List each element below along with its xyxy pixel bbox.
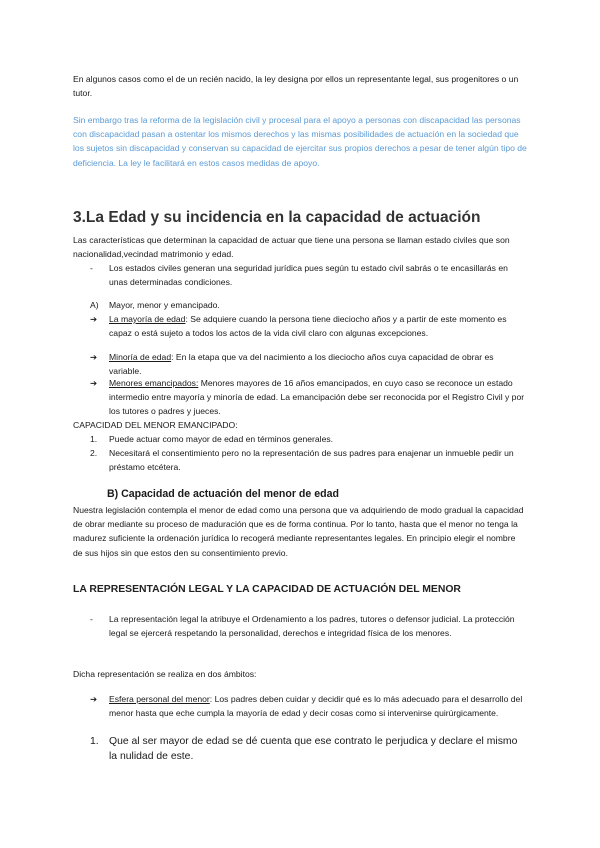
- text-minoria: : En la etapa que va del nacimiento a los dieciocho años cuya capacidad de obrar es variable.: [109, 352, 494, 377]
- numbered-item-contrato: [90, 734, 528, 764]
- list-marker: A): [90, 300, 99, 310]
- arrow-item-emancipados: [90, 376, 528, 419]
- arrow-item-mayoria: [90, 312, 528, 340]
- dash-item-representacion: [90, 612, 528, 640]
- arrow-icon: ➔: [90, 694, 98, 704]
- text-emancipados: Menores mayores de 16 años emancipados, en cuyo caso se reconoce un estado intermedio entre mayoría y minoría de edad. La emancipación debe ser reconocida por el Registro Civil y por los tutores o padres y jueces.: [109, 378, 525, 417]
- arrow-icon: ➔: [90, 378, 98, 388]
- numbered-item-text: Necesitará el consentimiento pero no la representación de sus padres para enajenar un inmueble pedir un préstamo etcétera.: [109, 448, 514, 473]
- dash-marker: -: [90, 263, 93, 273]
- dash-marker: -: [90, 614, 93, 624]
- arrow-icon: ➔: [90, 352, 98, 362]
- dash-item-text: La representación legal la atribuye el Ordenamiento a los padres, tutores o defensor judicial. La protección legal se ejercerá respetando la personalidad, derechos e integridad física de los menores.: [109, 614, 515, 639]
- heading-capacidad-menor: B) Capacidad de actuación del menor de edad: [107, 488, 339, 500]
- paragraph-reforma: Sin embargo tras la reforma de la legislación civil y procesal para el apoyo a personas con discapacidad las personas con discapacidad pasan a ostentar los mismos derechos y las mismas posibilidades de actuación en la sociedad que los sujetos sin discapacidad y conservan su capacidad de ejercitar sus propios derechos a pesar de tener algún tipo de deficiencia. La ley le facilitará en estos casos medidas de apoyo.: [73, 115, 527, 168]
- numbered-item-text: Que al ser mayor de edad se dé cuenta que ese contrato le perjudica y declare el mismo la nulidad de este.: [109, 736, 518, 762]
- term-esfera: Esfera personal del menor: [109, 694, 210, 704]
- dash-item-seguridad: [90, 261, 528, 289]
- list-item-a: [90, 298, 528, 312]
- list-item-text: Mayor, menor y emancipado.: [109, 300, 220, 310]
- arrow-icon: ➔: [90, 314, 98, 324]
- term-mayoria: La mayoría de edad: [109, 314, 186, 324]
- caps-heading-emancipado: CAPACIDAD DEL MENOR EMANCIPADO:: [73, 420, 238, 430]
- paragraph-ambitos: Dicha representación se realiza en dos ámbitos:: [73, 669, 257, 679]
- text-mayoria: : Se adquiere cuando la persona tiene dieciocho años y a partir de este momento es capaz o está sujeto a todos los actos de la vida civil claro con algunas excepciones.: [109, 314, 507, 339]
- paragraph-legislacion: Nuestra legislación contempla el menor de edad como una persona que va adquiriendo de modo gradual la capacidad de obrar mediante su proceso de maduración que es de forma continua. Por lo tanto, hasta que el menor no tenga la madurez suficiente la ordenación jurídica lo recogerá mediante representantes legales. En principio elegir el nombre de sus hijos sin que estos den su consentimiento previo.: [73, 505, 524, 558]
- dash-item-text: Los estados civiles generan una seguridad jurídica pues según tu estado civil sabrás o te encasillarás en unas determinadas condiciones.: [109, 263, 508, 288]
- term-minoria: Minoría de edad: [109, 352, 172, 362]
- text-esfera: : Los padres deben cuidar y decidir qué es lo más adecuado para el desarrollo del menor hasta que eche cumpla la mayoría de edad y decir cosas como si intervenirse quirúrgicamente.: [109, 694, 523, 719]
- term-emancipados: Menores emancipados:: [109, 378, 199, 388]
- paragraph-estados-civiles: Las características que determinan la capacidad de actuar que tiene una persona se llaman estado civiles que son nacionalidad,vecindad matrimonio y edad.: [73, 235, 510, 260]
- number-marker: 1.: [90, 434, 98, 444]
- numbered-item-text: Puede actuar como mayor de edad en términos generales.: [109, 434, 334, 444]
- arrow-item-esfera-personal: [90, 692, 528, 720]
- number-marker: 1.: [90, 736, 99, 747]
- arrow-item-minoria: [90, 350, 528, 378]
- number-marker: 2.: [90, 448, 98, 458]
- numbered-item-2: [90, 446, 528, 474]
- heading-representacion-legal: LA REPRESENTACIÓN LEGAL Y LA CAPACIDAD DE ACTUACIÓN DEL MENOR: [73, 584, 461, 595]
- numbered-item-1: [90, 432, 528, 446]
- paragraph-representante: En algunos casos como el de un recién nacido, la ley designa por ellos un representante legal, sus progenitores o un tutor.: [73, 74, 519, 99]
- heading-edad-capacidad: 3.La Edad y su incidencia en la capacidad de actuación: [73, 209, 481, 226]
